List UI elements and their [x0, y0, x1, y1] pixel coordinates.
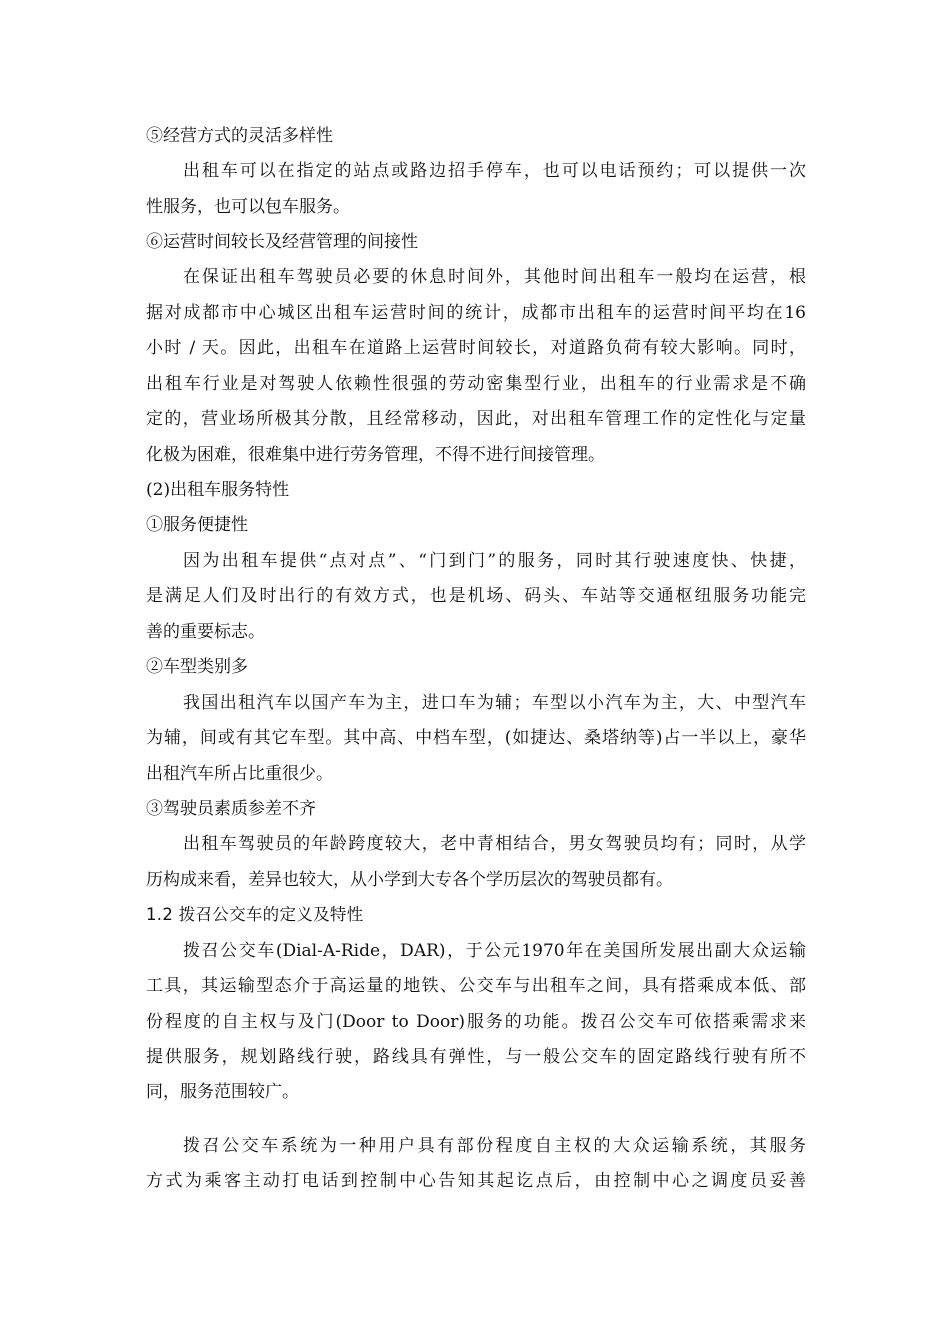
- paragraph-line: 在保证出租车驾驶员必要的休息时间外，其他时间出租车一般均在运营，根: [183, 267, 806, 287]
- paragraph-line: 据对成都市中心城区出租车运营时间的统计，成都市出租车的运营时间平均在16: [146, 303, 806, 323]
- paragraph-line: 我国出租汽车以国产车为主，进口车为辅；车型以小汽车为主，大、中型汽车: [183, 693, 806, 713]
- subheading-vehicle-types: ②车型类别多: [146, 657, 248, 677]
- paragraph-line: 定的，营业场所极其分散，且经常移动，因此，对出租车管理工作的定性化与定量: [146, 409, 806, 429]
- paragraph-line: 化极为困难，很难集中进行劳务管理，不得不进行间接管理。: [146, 445, 605, 465]
- paragraph-line: 善的重要标志。: [146, 622, 265, 642]
- paragraph-line: 份程度的自主权与及门(Door to Door)服务的功能。拨召公交车可依搭乘需求来: [146, 1012, 806, 1032]
- paragraph-line: 出租车驾驶员的年龄跨度较大，老中青相结合，男女驾驶员均有；同时，从学: [183, 834, 806, 854]
- paragraph-line: 性服务，也可以包车服务。: [146, 197, 350, 217]
- paragraph-line: 拨召公交车系统为一种用户具有部份程度自主权的大众运输系统，其服务: [183, 1136, 806, 1156]
- paragraph-line: 方式为乘客主动打电话到控制中心告知其起讫点后，由控制中心之调度员妥善: [146, 1171, 806, 1191]
- paragraph-line: 出租车可以在指定的站点或路边招手停车，也可以电话预约；可以提供一次: [183, 161, 806, 181]
- paragraph-line: 历构成来看，差异也较大，从小学到大专各个学历层次的驾驶员都有。: [146, 870, 673, 890]
- paragraph-line: 提供服务，规划路线行驶，路线具有弹性，与一般公交车的固定路线行驶有所不: [146, 1047, 806, 1067]
- paragraph-line: 出租车行业是对驾驶人依赖性很强的劳动密集型行业，出租车的行业需求是不确: [146, 374, 806, 394]
- subheading-driver-quality: ③驾驶员素质参差不齐: [146, 799, 316, 819]
- paragraph-line: 出租汽车所占比重很少。: [146, 764, 333, 784]
- paragraph-line: 工具，其运输型态介于高运量的地铁、公交车与出租车之间，具有搭乘成本低、部: [146, 976, 806, 996]
- subheading-taxi-service: (2)出租车服务特性: [146, 480, 290, 500]
- subheading-operation-flexibility: ⑤经营方式的灵活多样性: [146, 126, 333, 146]
- paragraph-line: 为辅，间或有其它车型。其中高、中档车型，(如捷达、桑塔纳等)占一半以上，豪华: [146, 728, 806, 748]
- paragraph-line: 因为出租车提供“点对点”、“门到门”的服务，同时其行驶速度快、快捷，: [183, 551, 806, 571]
- paragraph-line: 是满足人们及时出行的有效方式，也是机场、码头、车站等交通枢纽服务功能完: [146, 586, 806, 606]
- paragraph-line: 拨召公交车(Dial-A-Ride，DAR)，于公元1970年在美国所发展出副大众运输: [183, 941, 806, 961]
- paragraph-line: 小时 / 天。因此，出租车在道路上运营时间较长，对道路负荷有较大影响。同时，: [146, 338, 806, 358]
- section-heading-dar: 1.2 拨召公交车的定义及特性: [146, 905, 364, 924]
- subheading-operation-time: ⑥运营时间较长及经营管理的间接性: [146, 232, 418, 252]
- paragraph-line: 同，服务范围较广。: [146, 1082, 299, 1102]
- subheading-convenience: ①服务便捷性: [146, 515, 248, 535]
